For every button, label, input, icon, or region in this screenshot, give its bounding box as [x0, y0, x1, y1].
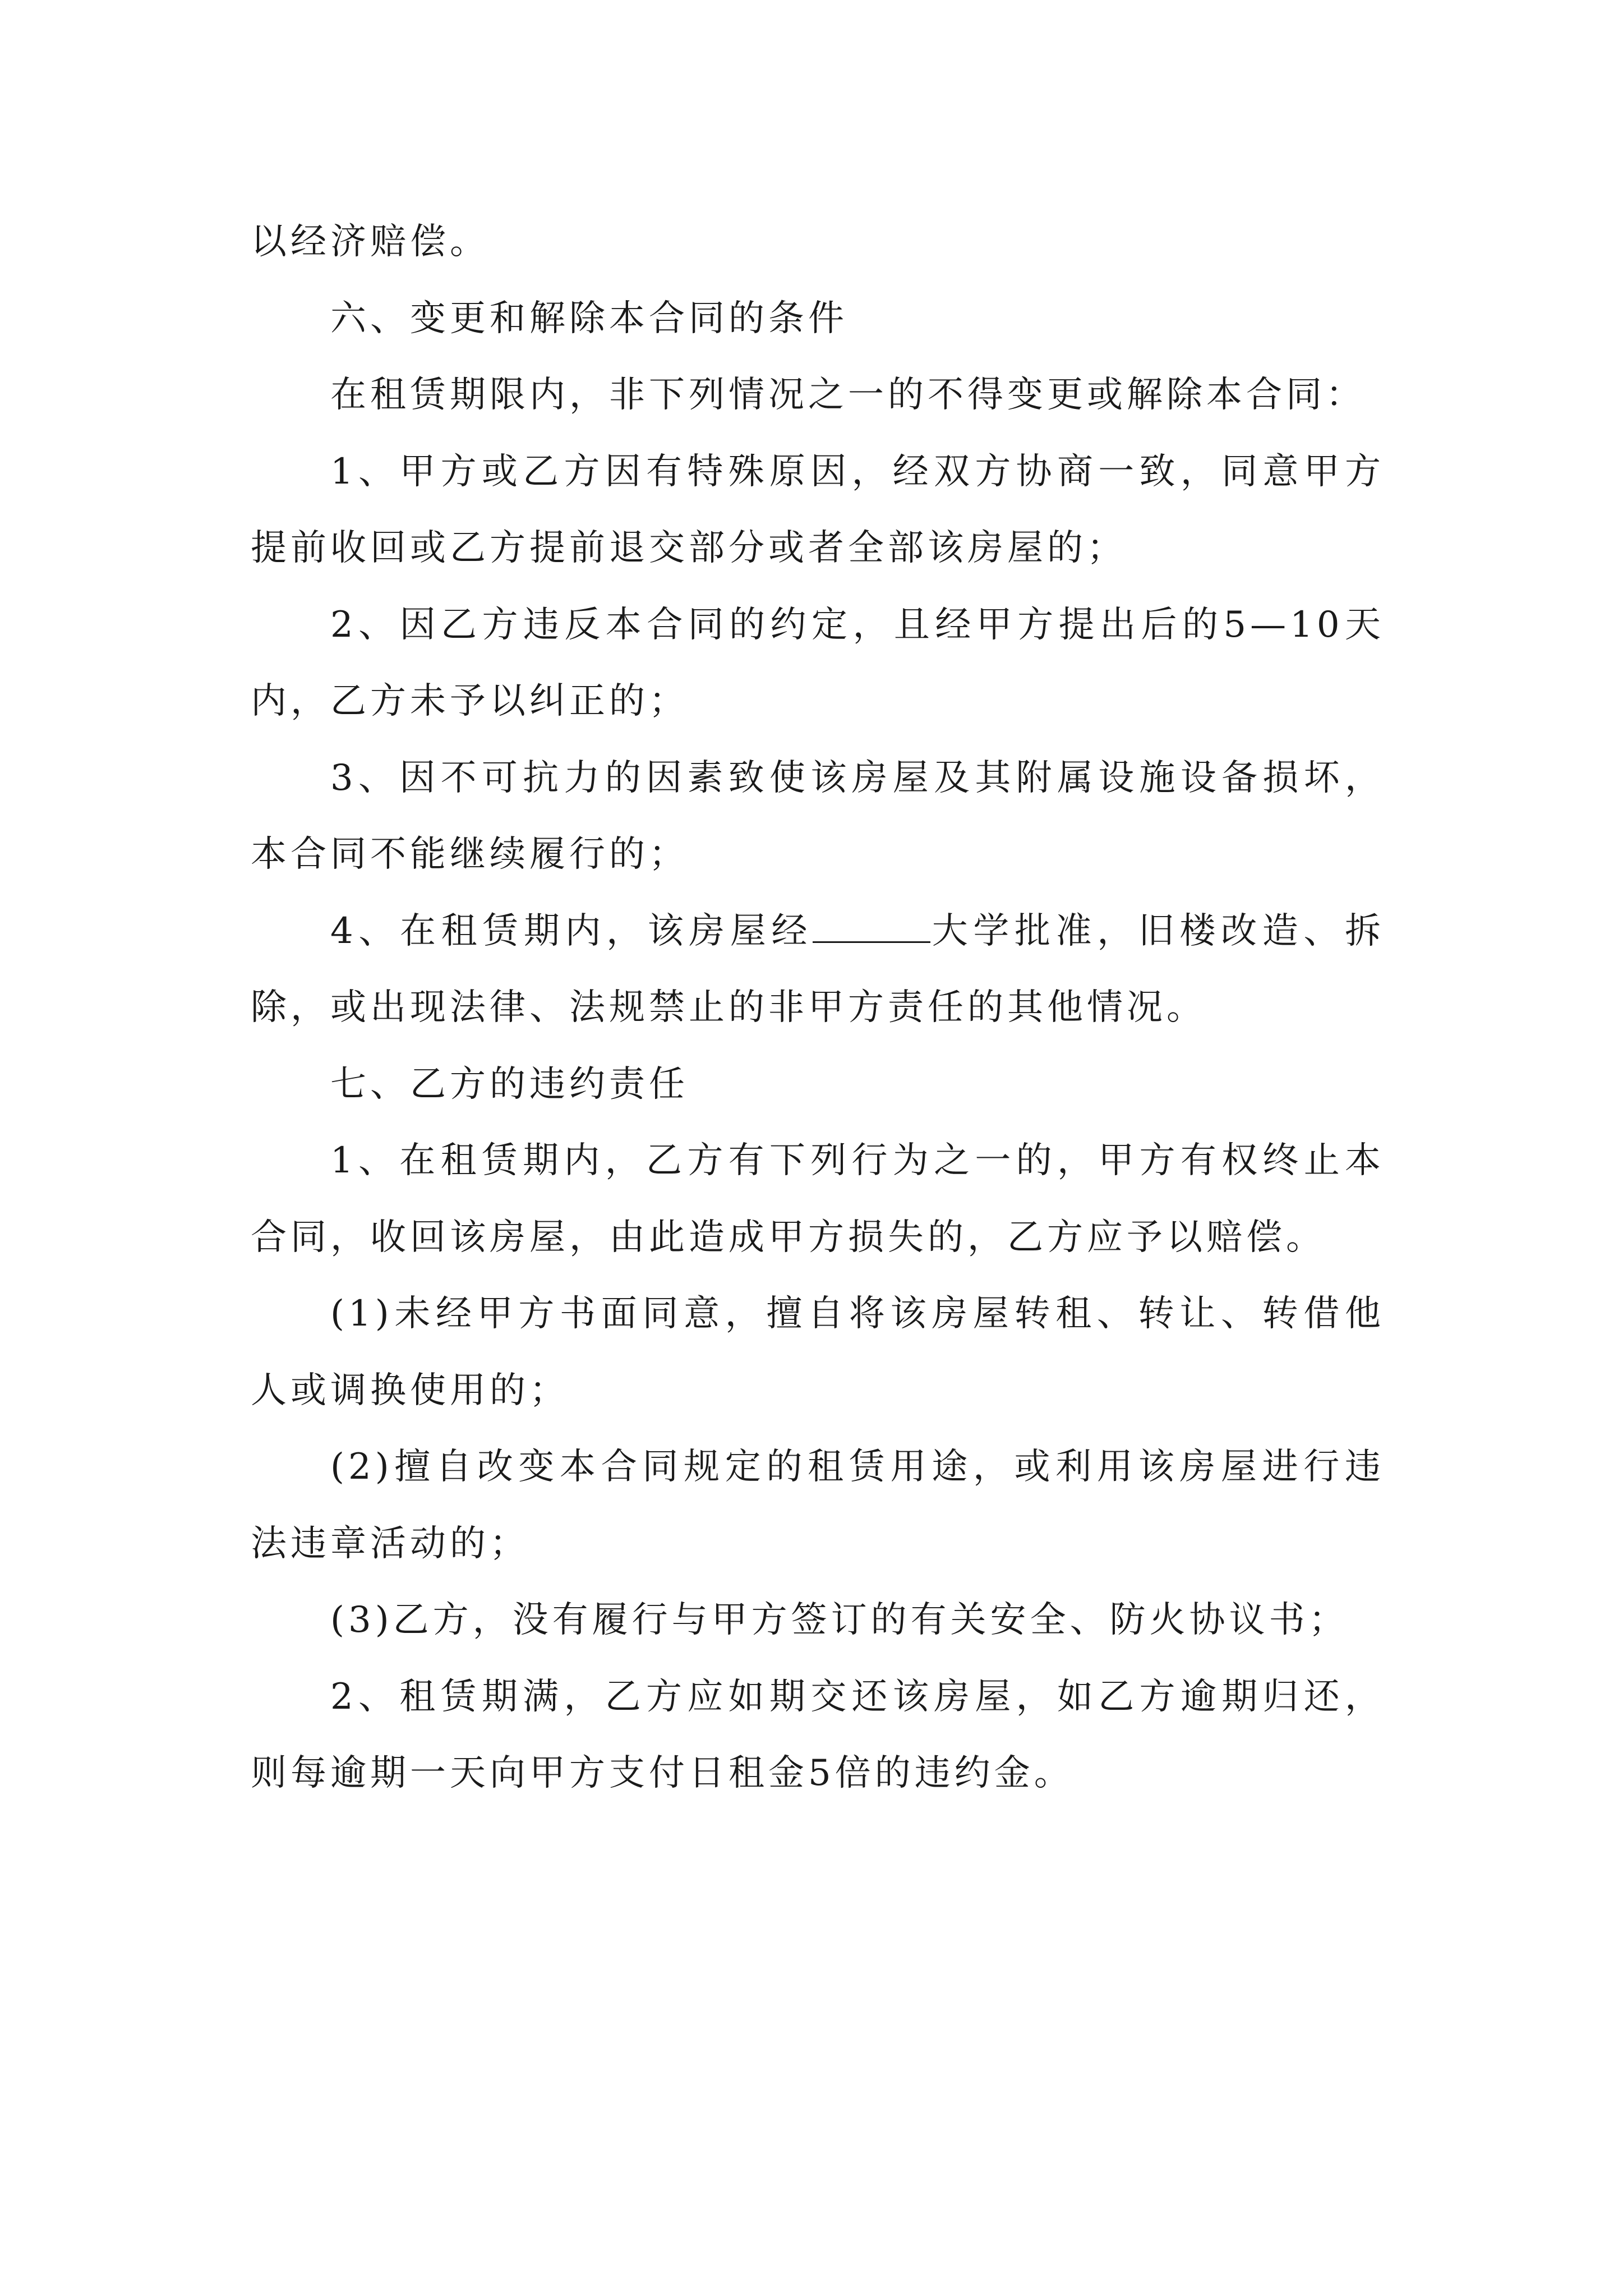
section-heading-six: 六、变更和解除本合同的条件	[330, 297, 848, 339]
clause-6-1: 1、甲方或乙方因有特殊原因，经双方协商一致，同意甲方提前收回或乙方提前退交部分或者全部该房屋的；	[251, 450, 1385, 569]
clause-7-1-item-3: (3)乙方，没有履行与甲方签订的有关安全、防火协议书；	[330, 1599, 1349, 1641]
clause-6-4-after-blank: 大学批准，旧楼改造、拆除，或出现法律、法规禁止的非甲方责任的其他情况。	[251, 910, 1385, 1028]
clause-7-1-item-1: (1)未经甲方书面同意，擅自将该房屋转租、转让、转借他人或调换使用的；	[251, 1293, 1385, 1411]
clause-7-2: 2、租赁期满，乙方应如期交还该房屋，如乙方逾期归还，则每逾期一天向甲方支付日租金5倍的违约金。	[251, 1676, 1385, 1794]
paragraph-compensation-end: 以经济赔偿。	[251, 221, 490, 263]
section-heading-seven: 七、乙方的违约责任	[330, 1063, 689, 1105]
document-body	[251, 204, 1385, 1812]
clause-6-3: 3、因不可抗力的因素致使该房屋及其附属设施设备损坏，本合同不能继续履行的；	[251, 757, 1385, 875]
fill-in-blank-line	[813, 909, 930, 943]
clause-6-2: 2、因乙方违反本合同的约定，且经甲方提出后的5—10天内，乙方未予以纠正的；	[251, 604, 1385, 722]
clause-7-1-item-2: (2)擅自改变本合同规定的租赁用途，或利用该房屋进行违法违章活动的；	[251, 1446, 1385, 1565]
paragraph-conditions-intro: 在租赁期限内，非下列情况之一的不得变更或解除本合同：	[330, 374, 1366, 416]
clause-7-1: 1、在租赁期内，乙方有下列行为之一的，甲方有权终止本合同，收回该房屋，由此造成甲方损失的，乙方应予以赔偿。	[251, 1140, 1385, 1258]
clause-6-4	[251, 893, 1385, 1046]
clause-6-4-before-blank: 4、在租赁期内，该房屋经	[330, 910, 813, 952]
